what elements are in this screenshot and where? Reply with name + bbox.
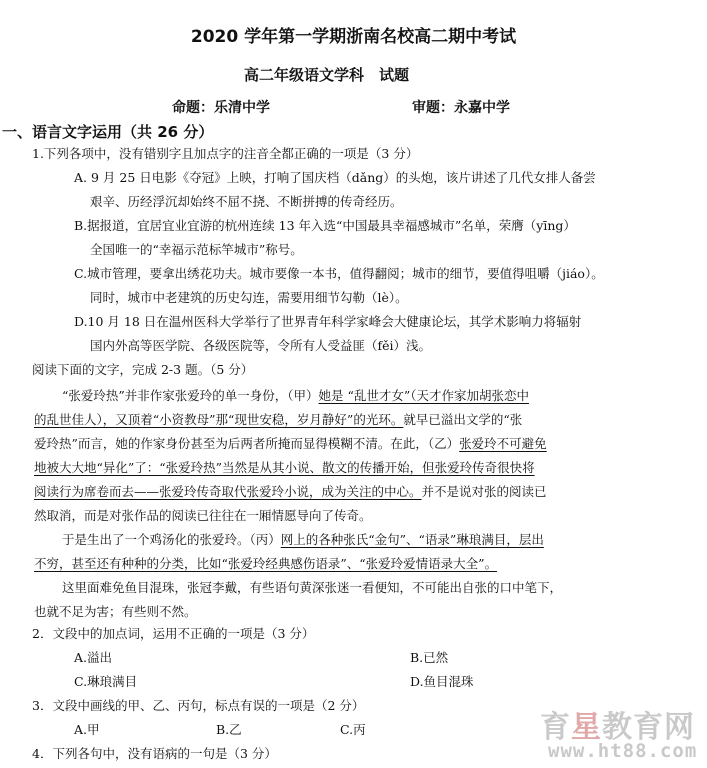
reading-intro: 阅读下面的文字，完成 2-3 题。（5 分） (32, 362, 254, 377)
q3-stem: 3．文段中画线的甲、乙、丙句，标点有误的一项是（2 分） (32, 698, 365, 713)
watermark-brand-a: 育 (540, 710, 571, 745)
q2-option-a: A.溢出 (74, 650, 113, 665)
q3-option-b: B.乙 (216, 722, 242, 737)
author-line: 命题：乐清中学 (172, 100, 270, 116)
watermark-star-char: 星 (571, 710, 602, 745)
passage-text: 就早已溢出文学的“张 (403, 412, 523, 427)
passage-text: 于是生出了一个鸡汤化的张爱玲。（丙） (62, 532, 281, 547)
watermark-brand-b: 教育网 (602, 710, 695, 745)
q2-option-b: B.已然 (410, 650, 449, 665)
q1-option-a: A. 9 月 25 日电影《夺冠》上映，打响了国庆档（dǎng）的头炮，该片讲述了几代女排人备尝 (74, 170, 596, 185)
underlined-sentence-jia: 她是 “乱世才女”（天才作家加胡张恋中 (318, 388, 530, 403)
q3-option-a: A.甲 (74, 722, 100, 737)
q4-stem: 4．下列各句中，没有语病的一句是（3 分） (32, 746, 277, 761)
passage-text: 这里面难免鱼目混珠，张冠李戴，有些语句黄深张迷一看便知，不可能出自张的口中笔下， (62, 580, 563, 595)
passage-line (34, 434, 547, 452)
watermark-url: www.ht88.com (548, 740, 698, 762)
passage-text: 也就不足为害；有些则不然。 (34, 604, 197, 619)
passage-line (62, 530, 544, 548)
q1-stem: 1.下列各项中，没有错别字且加点字的注音全都正确的一项是（3 分） (32, 146, 419, 161)
underlined-sentence-yi-end: 阅读行为席卷而去——张爱玲传奇取代张爱玲小说，成为关注的中心。 (34, 484, 422, 499)
reviewer-line: 审题：永嘉中学 (412, 100, 510, 116)
passage-line (34, 482, 547, 500)
q1-option-b-cont: 全国唯一的“幸福示范标竿城市”称号。 (90, 242, 303, 257)
q3-option-c: C.丙 (340, 722, 366, 737)
section-heading: 一、语言文字运用（共 26 分） (2, 123, 214, 141)
q2-option-c: C.琳琅满目 (74, 674, 138, 689)
paper-subtitle: 高二年级语文学科 试题 (244, 66, 410, 84)
passage-text: 并不是说对张的阅读已 (421, 484, 547, 499)
underlined-sentence-bing: 网上的各种张氏“金句”、“语录”琳琅满目，层出 (280, 532, 544, 547)
q1-option-d: D.10 月 18 日在温州医科大学举行了世界青年科学家峰会大健康论坛，其学术影响力将辐射 (74, 314, 582, 329)
underlined-sentence-yi-cont: 地被大大地“异化”了：“张爱玲热”当然是从其小说、散文的传播开始，但张爱玲传奇很快将 (34, 460, 535, 475)
q1-option-b: B.据报道，宜居宜业宜游的杭州连续 13 年入选“中国最具幸福感城市”名单，荣膺（yīng） (74, 218, 576, 233)
q2-stem: 2．文段中的加点词，运用不正确的一项是（3 分） (32, 626, 315, 641)
underlined-sentence-bing-cont: 不穷，甚至还有种种的分类，比如“张爱玲经典感伤语录”、“张爱玲爱情语录大全”。 (34, 556, 498, 571)
q1-option-c: C.城市管理，要拿出绣花功夫。城市要像一本书，值得翻阅；城市的细节，要值得咀嚼（jiáo）。 (74, 266, 604, 281)
passage-text: “张爱玲热”并非作家张爱玲的单一身份，（甲） (62, 388, 319, 403)
passage-text: 然取消，而是对张作品的阅读已往往在一厢情愿导向了传奇。 (34, 508, 372, 523)
passage-line (62, 386, 529, 404)
underlined-sentence-yi: 张爱玲不可避免 (459, 436, 547, 451)
q1-option-a-cont: 艰辛、历经浮沉却始终不屈不挠、不断拼搏的传奇经历。 (90, 194, 403, 209)
underlined-sentence-jia-cont: 的乱世佳人），又顶着“小资教母”那“现世安稳，岁月静好”的光环。 (34, 412, 404, 427)
exam-title: 2020 学年第一学期浙南名校高二期中考试 (190, 27, 517, 47)
q1-option-c-cont: 同时，城市中老建筑的历史勾连，需要用细节勾勒（lè）。 (90, 290, 408, 305)
q2-option-d: D.鱼目混珠 (410, 674, 474, 689)
passage-line (34, 410, 522, 428)
q1-option-d-cont: 国内外高等医学院、各级医院等，令所有人受益匪（fěi）浅。 (90, 338, 432, 353)
passage-text: 爱玲热”而言，她的作家身份甚至为后两者所掩而显得模糊不清。在此，（乙） (34, 436, 460, 451)
